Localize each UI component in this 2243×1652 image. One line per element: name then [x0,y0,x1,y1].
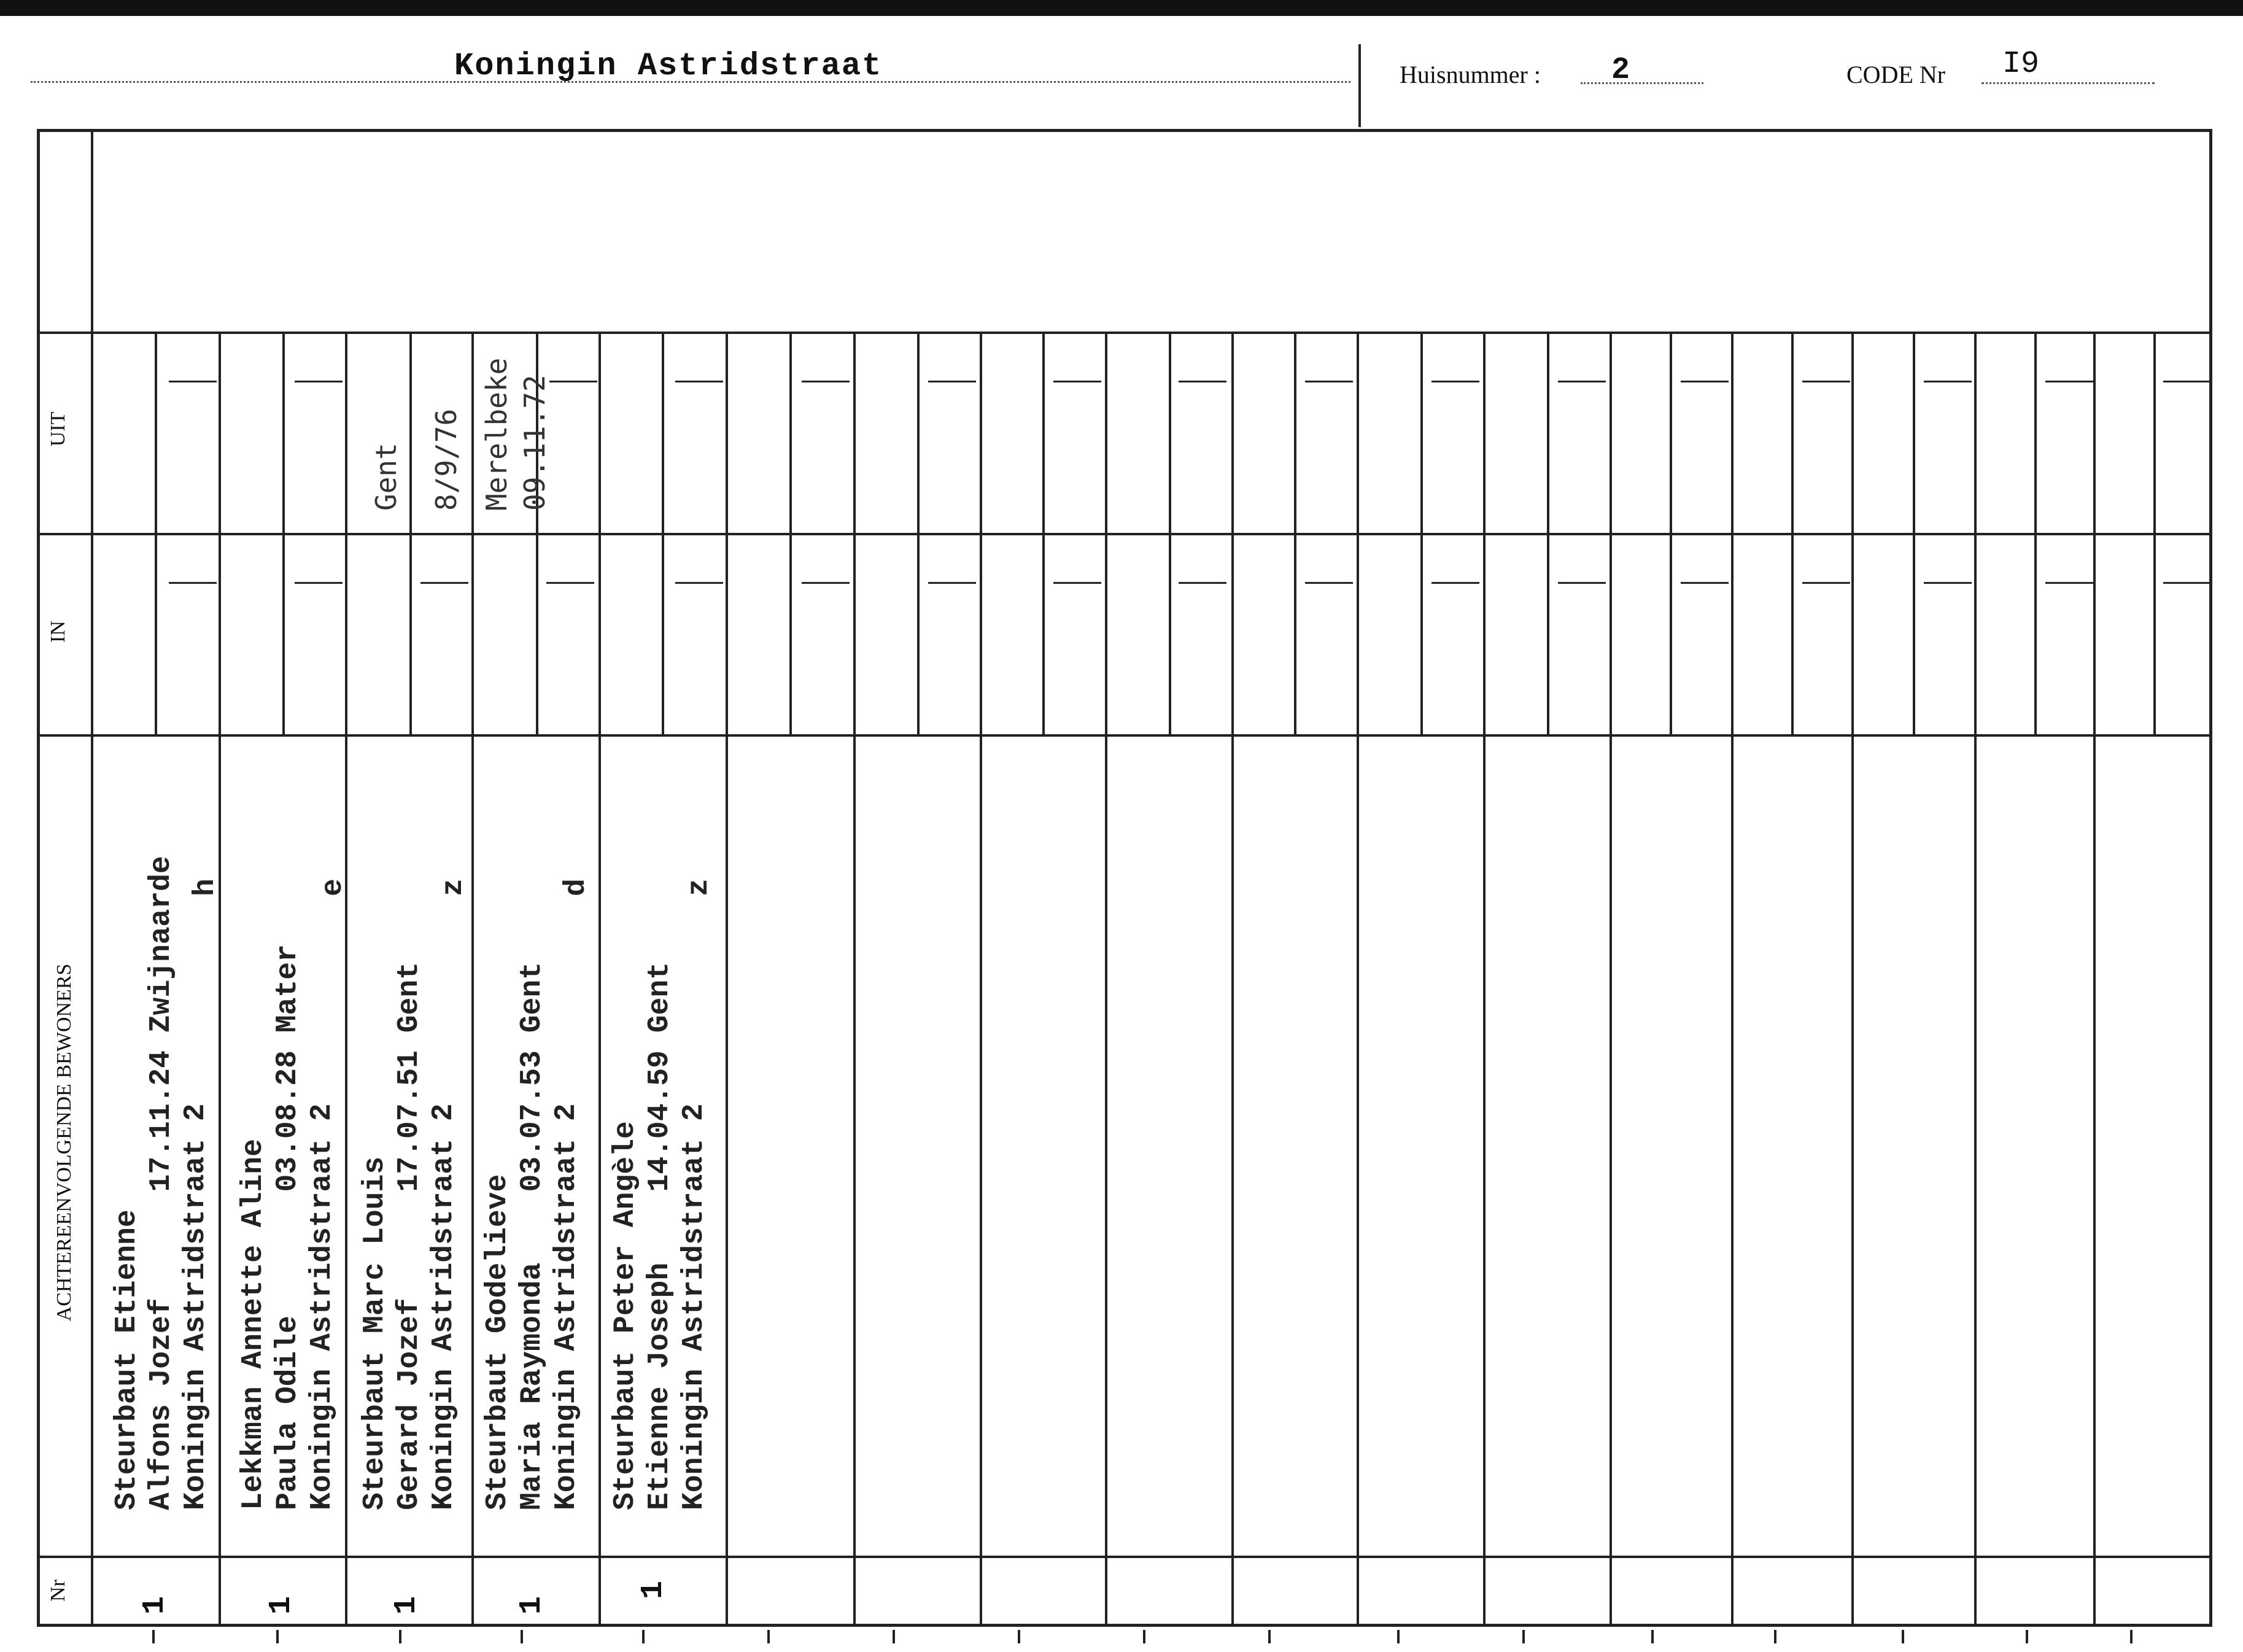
resident-4-line2: Maria Raymonda 03.07.53 Gent [516,962,549,1510]
in-dash [420,582,468,584]
in-dash [1431,582,1479,584]
resident-1-nr: 1 [138,1596,172,1615]
bottom-tick [399,1630,401,1643]
subcol-divider-11 [1420,333,1423,735]
resident-2-nr: 1 [264,1596,299,1615]
bottom-tick [2130,1630,2133,1643]
row-label-in: IN [47,621,69,643]
col-divider-12 [1610,333,1612,1626]
top-scan-border [0,0,2243,16]
in-dash [169,582,217,584]
bottom-tick [1651,1630,1654,1643]
in-dash [2045,582,2093,584]
uit-dash [1431,381,1479,382]
subcol-divider-17 [2153,333,2156,735]
subcol-divider-15 [1913,333,1915,735]
in-dash [295,582,343,584]
in-dash [1681,582,1729,584]
resident-1-line2: Alfons Jozef 17.11.24 Zwijnaarde [145,856,178,1510]
uit-dash [1305,381,1353,382]
bottom-tick [1397,1630,1400,1643]
uit-dash [2163,381,2211,382]
huisnummer-dotted-line [1581,82,1703,84]
resident-3-nr: 1 [389,1596,424,1615]
uit-dash [802,381,850,382]
subcol-divider-10 [1294,333,1296,735]
huisnummer-value: 2 [1611,53,1630,88]
resident-4-code: d [560,878,593,896]
resident-2-line3: Koningin Astridstraat 2 [306,1103,339,1510]
resident-4-nr: 1 [514,1596,549,1615]
in-dash [928,582,976,584]
resident-5-nr: 1 [636,1580,671,1599]
street-name: Koningin Astridstraat [454,48,883,84]
bottom-tick [2026,1630,2028,1643]
uit-dash [1924,381,1972,382]
subcol-divider-8 [1042,333,1045,735]
resident-2-line2: Paula Odile 03.08.28 Mater [271,944,304,1510]
in-dash [802,582,850,584]
col-divider-15 [1974,333,1977,1626]
bottom-tick [152,1630,155,1643]
resident-1-line1: Steurbaut Etienne [110,1209,144,1510]
uit-dash [295,381,343,382]
subcol-divider-14 [1791,333,1794,735]
subcol-divider-12 [1547,333,1549,735]
col-divider-14 [1851,333,1854,1626]
subcol-divider-1 [155,333,157,735]
uit-dash [1179,381,1226,382]
subcol-divider-16 [2034,333,2037,735]
col-divider-10 [1357,333,1359,1626]
bottom-tick [521,1630,523,1643]
code-dotted-line [1982,82,2155,84]
subcol-divider-7 [917,333,920,735]
resident-1-line3: Koningin Astridstraat 2 [179,1103,212,1510]
resident-1-code: h [189,878,222,896]
col-divider-8 [1105,333,1107,1626]
code-value: I9 [2002,47,2040,82]
in-dash [1053,582,1101,584]
uit-dash [2045,381,2093,382]
huisnummer-label: Huisnummer : [1400,61,1541,88]
resident-4-uit-place: Merelbeke [480,357,513,511]
subcol-divider-5 [662,333,664,735]
resident-2-line1: Lekkman Annette Aline [237,1139,270,1510]
row-label-nr: Nr [47,1580,69,1602]
code-label: CODE Nr [1846,61,1946,88]
bottom-tick [1774,1630,1776,1643]
uit-dash [928,381,976,382]
col-divider-6 [853,333,856,1626]
bottom-tick [1902,1630,1904,1643]
bottom-tick [276,1630,279,1643]
in-dash [1558,582,1606,584]
bottom-tick [1143,1630,1145,1643]
resident-3-code: z [437,878,470,896]
in-dash [1179,582,1226,584]
col-divider-4 [599,333,601,1626]
col-divider-7 [980,333,982,1626]
uit-dash [549,381,597,382]
subcol-divider-6 [789,333,792,735]
header-separator [1358,44,1361,127]
col-divider-9 [1231,333,1234,1626]
row-label-uit: UIT [47,411,69,447]
uit-dash [675,381,723,382]
resident-3-line1: Steurbaut Marc Louis [358,1156,392,1510]
uit-row-top [38,332,2211,334]
bottom-tick [1018,1630,1020,1643]
resident-3-line3: Koningin Astridstraat 2 [427,1103,460,1510]
resident-3-uit-date: 8/9/76 [430,408,463,511]
col-divider-13 [1731,333,1734,1626]
bottom-tick [1522,1630,1525,1643]
row-label-bewoners: ACHTEREENVOLGENDE BEWONERS [53,963,76,1322]
resident-4-uit-date: 09.11.72 [518,374,551,511]
in-dash [1924,582,1972,584]
resident-3-line2: Gerard Jozef 17.07.51 Gent [393,962,426,1510]
uit-dash [1558,381,1606,382]
bottom-tick [767,1630,770,1643]
subcol-divider-2 [282,333,285,735]
in-dash [1802,582,1850,584]
resident-3-uit-place: Gent [370,443,403,511]
col-divider-16 [2093,333,2096,1626]
col-divider-3 [471,333,474,1626]
resident-5-line3: Koningin Astridstraat 2 [678,1103,711,1510]
bottom-tick [642,1630,645,1643]
resident-5-line1: Steurbaut Peter Angèle [609,1121,642,1510]
in-dash [1305,582,1353,584]
col-divider-5 [726,333,728,1626]
subcol-divider-13 [1670,333,1672,735]
col-divider-1 [219,333,221,1626]
resident-5-line2: Etienne Joseph 14.04.59 Gent [643,962,676,1510]
uit-in-divider [38,533,2211,535]
bottom-tick [1268,1630,1271,1643]
subcol-divider-9 [1169,333,1171,735]
bewoners-nr-divider [38,1556,2211,1558]
in-dash [546,582,594,584]
label-column-divider [91,130,93,1626]
subcol-divider-3 [409,333,412,735]
uit-dash [1681,381,1729,382]
resident-4-line1: Steurbaut Godelieve [481,1174,514,1510]
in-dash [2163,582,2211,584]
col-divider-11 [1483,333,1486,1626]
resident-2-code: e [317,878,350,896]
bottom-tick [893,1630,895,1643]
col-divider-2 [345,333,347,1626]
resident-5-code: z [683,878,716,896]
in-dash [675,582,723,584]
resident-4-line3: Koningin Astridstraat 2 [550,1103,583,1510]
in-bewoners-divider [38,734,2211,737]
uit-dash [1053,381,1101,382]
uit-dash [169,381,217,382]
uit-dash [1802,381,1850,382]
